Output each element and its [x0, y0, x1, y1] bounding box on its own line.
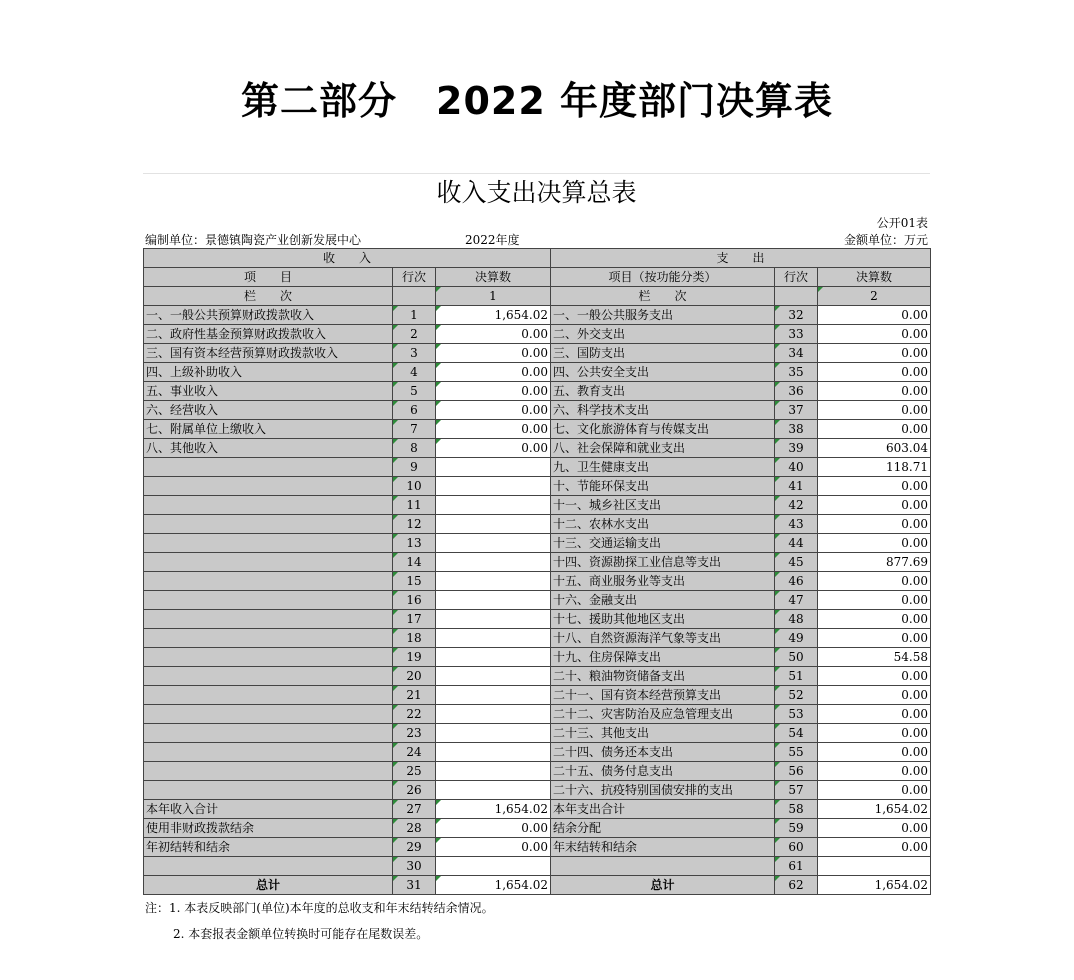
- income-row-no: 31: [393, 876, 436, 895]
- table-row: [144, 496, 931, 515]
- table-row: [144, 781, 931, 800]
- expense-row-no: 33: [775, 325, 818, 344]
- income-amount: [436, 610, 551, 629]
- expense-row-no: 48: [775, 610, 818, 629]
- income-row-no: 23: [393, 724, 436, 743]
- income-row-no: 11: [393, 496, 436, 515]
- income-row-no: 6: [393, 401, 436, 420]
- table-row: [144, 363, 931, 382]
- expense-row-no: 47: [775, 591, 818, 610]
- income-item: [144, 648, 393, 667]
- income-amount: [436, 591, 551, 610]
- income-row-no: 14: [393, 553, 436, 572]
- expense-amount: 0.00: [818, 743, 931, 762]
- expense-amount: 0.00: [818, 515, 931, 534]
- expense-row-no: 49: [775, 629, 818, 648]
- expense-item: 二十三、其他支出: [551, 724, 775, 743]
- expense-row-no: 60: [775, 838, 818, 857]
- table-row: [144, 705, 931, 724]
- expense-item: 本年支出合计: [551, 800, 775, 819]
- expense-row-no: 39: [775, 439, 818, 458]
- expense-item: [551, 857, 775, 876]
- table-row: [144, 857, 931, 876]
- income-amount: 0.00: [436, 819, 551, 838]
- income-row-no: 7: [393, 420, 436, 439]
- table-row: [144, 800, 931, 819]
- income-item: [144, 458, 393, 477]
- expense-item: 二十、粮油物资储备支出: [551, 667, 775, 686]
- table-row: [144, 876, 931, 895]
- income-item: 年初结转和结余: [144, 838, 393, 857]
- income-amount: 1,654.02: [436, 800, 551, 819]
- expense-item: 年末结转和结余: [551, 838, 775, 857]
- table-row: [144, 819, 931, 838]
- column-index-label: 栏 次: [144, 287, 393, 306]
- income-item: [144, 762, 393, 781]
- expense-item: 十五、商业服务业等支出: [551, 572, 775, 591]
- table-code: 公开01表: [876, 216, 928, 230]
- expense-row-no: 55: [775, 743, 818, 762]
- income-amount: 1,654.02: [436, 876, 551, 895]
- col-header-amount: 决算数: [818, 268, 931, 287]
- income-row-no: 25: [393, 762, 436, 781]
- income-row-no: 30: [393, 857, 436, 876]
- expense-row-no: 61: [775, 857, 818, 876]
- expense-amount: 0.00: [818, 629, 931, 648]
- expense-item: 八、社会保障和就业支出: [551, 439, 775, 458]
- income-row-no: 22: [393, 705, 436, 724]
- table-row: [144, 401, 931, 420]
- income-row-no: 20: [393, 667, 436, 686]
- income-amount: 0.00: [436, 401, 551, 420]
- expense-amount: 1,654.02: [818, 876, 931, 895]
- income-item: 四、上级补助收入: [144, 363, 393, 382]
- expense-amount: 0.00: [818, 591, 931, 610]
- table-row: [144, 325, 931, 344]
- col-header-item-by-function: 项目（按功能分类）: [551, 268, 775, 287]
- column-index-expense: 2: [818, 287, 931, 306]
- col-header-amount: 决算数: [436, 268, 551, 287]
- income-row-no: 1: [393, 306, 436, 325]
- income-amount: [436, 496, 551, 515]
- table-row: [144, 306, 931, 325]
- expense-row-no: 32: [775, 306, 818, 325]
- expense-row-no: 44: [775, 534, 818, 553]
- income-item: [144, 553, 393, 572]
- expense-header: 支 出: [551, 249, 931, 268]
- table-row: [144, 686, 931, 705]
- expense-item: 结余分配: [551, 819, 775, 838]
- income-amount: [436, 458, 551, 477]
- income-amount: [436, 781, 551, 800]
- income-row-no: 29: [393, 838, 436, 857]
- income-amount: [436, 629, 551, 648]
- note-2: 2. 本套报表金额单位转换时可能存在尾数误差。: [173, 927, 429, 941]
- table-row: [144, 591, 931, 610]
- column-index-blank: [393, 287, 436, 306]
- expense-item: 二十五、债务付息支出: [551, 762, 775, 781]
- expense-amount: 0.00: [818, 496, 931, 515]
- expense-amount: 0.00: [818, 344, 931, 363]
- expense-amount: 0.00: [818, 325, 931, 344]
- expense-row-no: 34: [775, 344, 818, 363]
- income-row-no: 4: [393, 363, 436, 382]
- table-row: [144, 553, 931, 572]
- expense-amount: 877.69: [818, 553, 931, 572]
- income-item: [144, 610, 393, 629]
- income-header: 收 入: [144, 249, 551, 268]
- table-meta: [143, 212, 930, 248]
- expense-row-no: 51: [775, 667, 818, 686]
- expense-amount: 118.71: [818, 458, 931, 477]
- income-item: [144, 781, 393, 800]
- income-item: [144, 477, 393, 496]
- expense-amount: 0.00: [818, 382, 931, 401]
- income-amount: [436, 477, 551, 496]
- expense-row-no: 35: [775, 363, 818, 382]
- income-item: [144, 724, 393, 743]
- income-item: 总计: [144, 876, 393, 895]
- income-amount: 0.00: [436, 420, 551, 439]
- income-amount: [436, 553, 551, 572]
- table-row: [144, 420, 931, 439]
- income-amount: 0.00: [436, 325, 551, 344]
- compiling-unit: 编制单位：景德镇陶瓷产业创新发展中心: [145, 233, 362, 247]
- income-item: [144, 515, 393, 534]
- income-item: 七、附属单位上缴收入: [144, 420, 393, 439]
- income-amount: 0.00: [436, 344, 551, 363]
- expense-item: 二十六、抗疫特别国债安排的支出: [551, 781, 775, 800]
- income-item: 使用非财政拨款结余: [144, 819, 393, 838]
- income-item: 八、其他收入: [144, 439, 393, 458]
- expense-row-no: 38: [775, 420, 818, 439]
- expense-item: 十一、城乡社区支出: [551, 496, 775, 515]
- expense-item: 四、公共安全支出: [551, 363, 775, 382]
- expense-item: 七、文化旅游体育与传媒支出: [551, 420, 775, 439]
- income-amount: [436, 857, 551, 876]
- expense-item: 十二、农林水支出: [551, 515, 775, 534]
- expense-amount: 0.00: [818, 838, 931, 857]
- expense-amount: 0.00: [818, 819, 931, 838]
- expense-row-no: 42: [775, 496, 818, 515]
- income-item: [144, 591, 393, 610]
- expense-item: 二十四、债务还本支出: [551, 743, 775, 762]
- expense-amount: 0.00: [818, 363, 931, 382]
- income-amount: [436, 724, 551, 743]
- money-unit: 金额单位：万元: [843, 233, 928, 247]
- expense-row-no: 37: [775, 401, 818, 420]
- income-item: [144, 686, 393, 705]
- expense-row-no: 52: [775, 686, 818, 705]
- note-1: 注：1. 本表反映部门(单位)本年度的总收支和年末结转结余情况。: [145, 901, 494, 915]
- income-row-no: 16: [393, 591, 436, 610]
- income-amount: 0.00: [436, 439, 551, 458]
- table-row: [144, 762, 931, 781]
- report-sheet: [143, 173, 930, 947]
- expense-item: 二十一、国有资本经营预算支出: [551, 686, 775, 705]
- income-row-no: 3: [393, 344, 436, 363]
- table-row: [144, 477, 931, 496]
- income-amount: 0.00: [436, 838, 551, 857]
- expense-row-no: 40: [775, 458, 818, 477]
- table-row: [144, 515, 931, 534]
- expense-amount: 54.58: [818, 648, 931, 667]
- table-row: [144, 458, 931, 477]
- expense-amount: 0.00: [818, 762, 931, 781]
- income-item: [144, 496, 393, 515]
- income-row-no: 24: [393, 743, 436, 762]
- expense-amount: 0.00: [818, 667, 931, 686]
- expense-item: 一、一般公共服务支出: [551, 306, 775, 325]
- income-amount: 0.00: [436, 363, 551, 382]
- income-amount: [436, 648, 551, 667]
- income-amount: [436, 743, 551, 762]
- income-row-no: 9: [393, 458, 436, 477]
- income-row-no: 21: [393, 686, 436, 705]
- income-item: [144, 705, 393, 724]
- table-row: [144, 724, 931, 743]
- expense-item: 二、外交支出: [551, 325, 775, 344]
- expense-amount: 0.00: [818, 610, 931, 629]
- income-amount: [436, 572, 551, 591]
- expense-row-no: 56: [775, 762, 818, 781]
- income-expense-table: [143, 248, 931, 895]
- column-index-label: 栏 次: [551, 287, 775, 306]
- page-title: 第二部分 2022 年度部门决算表: [241, 79, 833, 123]
- expense-row-no: 54: [775, 724, 818, 743]
- column-index-blank: [775, 287, 818, 306]
- expense-row-no: 36: [775, 382, 818, 401]
- income-item: 三、国有资本经营预算财政拨款收入: [144, 344, 393, 363]
- income-item: 二、政府性基金预算财政拨款收入: [144, 325, 393, 344]
- expense-row-no: 59: [775, 819, 818, 838]
- income-amount: 0.00: [436, 382, 551, 401]
- table-row: [144, 382, 931, 401]
- table-row: [144, 439, 931, 458]
- expense-item: 六、科学技术支出: [551, 401, 775, 420]
- income-row-no: 2: [393, 325, 436, 344]
- expense-row-no: 43: [775, 515, 818, 534]
- income-row-no: 8: [393, 439, 436, 458]
- expense-amount: 0.00: [818, 401, 931, 420]
- income-item: 一、一般公共预算财政拨款收入: [144, 306, 393, 325]
- income-row-no: 26: [393, 781, 436, 800]
- expense-amount: 0.00: [818, 686, 931, 705]
- expense-item: 十、节能环保支出: [551, 477, 775, 496]
- income-row-no: 12: [393, 515, 436, 534]
- table-row: [144, 572, 931, 591]
- table-row: [144, 344, 931, 363]
- income-item: [144, 743, 393, 762]
- expense-amount: 0.00: [818, 306, 931, 325]
- income-amount: 1,654.02: [436, 306, 551, 325]
- income-item: [144, 667, 393, 686]
- report-year: 2022年度: [465, 233, 520, 247]
- income-item: [144, 629, 393, 648]
- expense-row-no: 45: [775, 553, 818, 572]
- expense-amount: 1,654.02: [818, 800, 931, 819]
- income-row-no: 5: [393, 382, 436, 401]
- expense-amount: 0.00: [818, 572, 931, 591]
- income-amount: [436, 705, 551, 724]
- income-row-no: 27: [393, 800, 436, 819]
- expense-amount: 0.00: [818, 724, 931, 743]
- column-index-income: 1: [436, 287, 551, 306]
- table-row: [144, 743, 931, 762]
- income-row-no: 15: [393, 572, 436, 591]
- expense-amount: 0.00: [818, 420, 931, 439]
- table-row: [144, 838, 931, 857]
- expense-item: 十七、援助其他地区支出: [551, 610, 775, 629]
- income-item: [144, 857, 393, 876]
- expense-amount: 0.00: [818, 705, 931, 724]
- expense-item: 十三、交通运输支出: [551, 534, 775, 553]
- income-item: 本年收入合计: [144, 800, 393, 819]
- table-row: [144, 610, 931, 629]
- table-row: [144, 534, 931, 553]
- expense-row-no: 46: [775, 572, 818, 591]
- expense-item: 五、教育支出: [551, 382, 775, 401]
- income-item: [144, 534, 393, 553]
- expense-item: 十九、住房保障支出: [551, 648, 775, 667]
- income-amount: [436, 534, 551, 553]
- expense-row-no: 57: [775, 781, 818, 800]
- table-row: [144, 648, 931, 667]
- table-row: [144, 667, 931, 686]
- income-row-no: 19: [393, 648, 436, 667]
- income-amount: [436, 762, 551, 781]
- income-amount: [436, 667, 551, 686]
- expense-item: 九、卫生健康支出: [551, 458, 775, 477]
- expense-item: 十四、资源勘探工业信息等支出: [551, 553, 775, 572]
- income-row-no: 28: [393, 819, 436, 838]
- col-header-item: 项 目: [144, 268, 393, 287]
- notes: [143, 895, 930, 947]
- expense-amount: 603.04: [818, 439, 931, 458]
- income-item: [144, 572, 393, 591]
- income-row-no: 13: [393, 534, 436, 553]
- expense-row-no: 58: [775, 800, 818, 819]
- income-item: 六、经营收入: [144, 401, 393, 420]
- income-row-no: 10: [393, 477, 436, 496]
- expense-row-no: 41: [775, 477, 818, 496]
- col-header-row-no: 行次: [393, 268, 436, 287]
- income-item: 五、事业收入: [144, 382, 393, 401]
- expense-item: 十六、金融支出: [551, 591, 775, 610]
- expense-amount: 0.00: [818, 477, 931, 496]
- expense-row-no: 53: [775, 705, 818, 724]
- expense-row-no: 62: [775, 876, 818, 895]
- table-row: [144, 629, 931, 648]
- expense-item: 二十二、灾害防治及应急管理支出: [551, 705, 775, 724]
- expense-item: 十八、自然资源海洋气象等支出: [551, 629, 775, 648]
- expense-amount: [818, 857, 931, 876]
- expense-amount: 0.00: [818, 534, 931, 553]
- table-title: 收入支出决算总表: [143, 173, 930, 212]
- income-amount: [436, 686, 551, 705]
- expense-item: 总计: [551, 876, 775, 895]
- expense-row-no: 50: [775, 648, 818, 667]
- expense-item: 三、国防支出: [551, 344, 775, 363]
- col-header-row-no: 行次: [775, 268, 818, 287]
- expense-amount: 0.00: [818, 781, 931, 800]
- income-amount: [436, 515, 551, 534]
- income-row-no: 18: [393, 629, 436, 648]
- income-row-no: 17: [393, 610, 436, 629]
